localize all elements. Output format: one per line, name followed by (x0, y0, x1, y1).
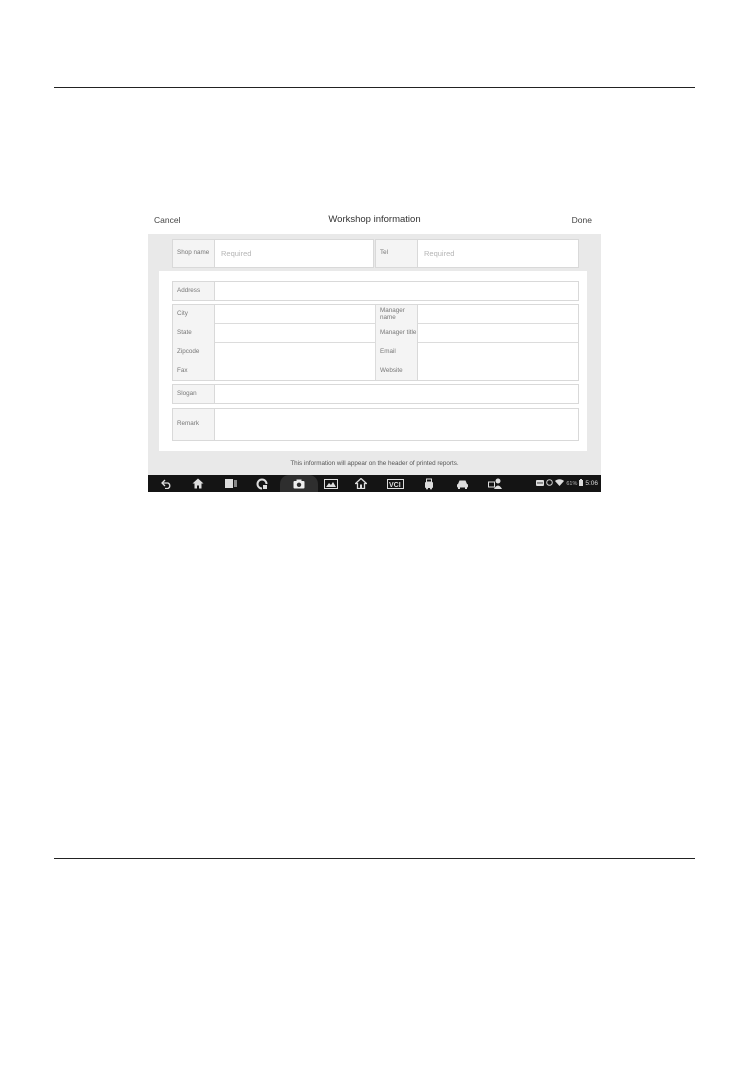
address-label: Address (173, 282, 215, 300)
title-bar (148, 206, 601, 234)
camera-icon[interactable] (291, 477, 307, 490)
wifi-icon (555, 479, 564, 488)
footer-note: This information will appear on the header of printed reports. (290, 460, 459, 467)
city-input[interactable] (215, 305, 375, 324)
clock: 5:06 (585, 480, 598, 487)
browser-icon[interactable] (255, 477, 269, 490)
vehicle-service-icon[interactable] (422, 477, 436, 490)
tel-input[interactable]: Required (424, 249, 455, 258)
state-label: State (177, 329, 192, 337)
sync-icon (546, 479, 553, 488)
contact-grid (172, 304, 579, 381)
slogan-label: Slogan (173, 385, 215, 403)
shop-name-field[interactable] (172, 239, 374, 268)
car-icon[interactable] (455, 477, 469, 490)
page-bottom-rule (54, 858, 695, 859)
form-area (148, 234, 601, 475)
email-website-input[interactable] (418, 343, 578, 380)
website-label: Website (380, 366, 403, 374)
shop-name-input[interactable]: Required (221, 249, 252, 258)
remark-label: Remark (173, 409, 215, 440)
battery-icon (579, 479, 583, 488)
email-label: Email (380, 348, 396, 356)
home-icon[interactable] (191, 477, 205, 490)
device-screen (148, 206, 601, 492)
divider (418, 342, 578, 343)
navigation-bar (148, 475, 601, 492)
recent-apps-icon[interactable] (224, 477, 238, 490)
divider (215, 323, 375, 324)
manager-name-label: Manager name (380, 306, 405, 321)
done-button[interactable]: Done (571, 215, 592, 225)
state-input[interactable] (215, 324, 375, 343)
zipcode-label: Zipcode (177, 348, 200, 356)
maxifix-home-icon[interactable] (354, 477, 368, 490)
status-bar (536, 479, 598, 488)
manager-title-label: Manager title (380, 329, 417, 337)
zipcode-fax-input[interactable] (215, 343, 375, 380)
slogan-field[interactable] (172, 384, 579, 404)
tel-field[interactable] (375, 239, 579, 268)
divider (418, 323, 578, 324)
remark-field[interactable] (172, 408, 579, 441)
notification-icon (536, 480, 544, 488)
battery-percent: 61% (566, 480, 578, 487)
vci-icon[interactable] (386, 477, 404, 490)
svg-text:VCI: VCI (388, 481, 401, 489)
display-icon[interactable] (323, 477, 339, 490)
cancel-button[interactable]: Cancel (154, 215, 181, 225)
fax-label: Fax (177, 366, 188, 374)
shop-name-label: Shop name (173, 240, 215, 267)
address-field[interactable] (172, 281, 579, 301)
city-label: City (177, 310, 188, 318)
back-icon[interactable] (159, 477, 173, 490)
divider (215, 342, 375, 343)
details-card (159, 271, 587, 451)
manager-name-input[interactable] (418, 305, 578, 324)
page-title: Workshop information (328, 214, 421, 225)
manager-title-input[interactable] (418, 324, 578, 343)
tel-label: Tel (376, 240, 418, 267)
remote-support-icon[interactable] (487, 477, 503, 490)
page-top-rule (54, 87, 695, 88)
